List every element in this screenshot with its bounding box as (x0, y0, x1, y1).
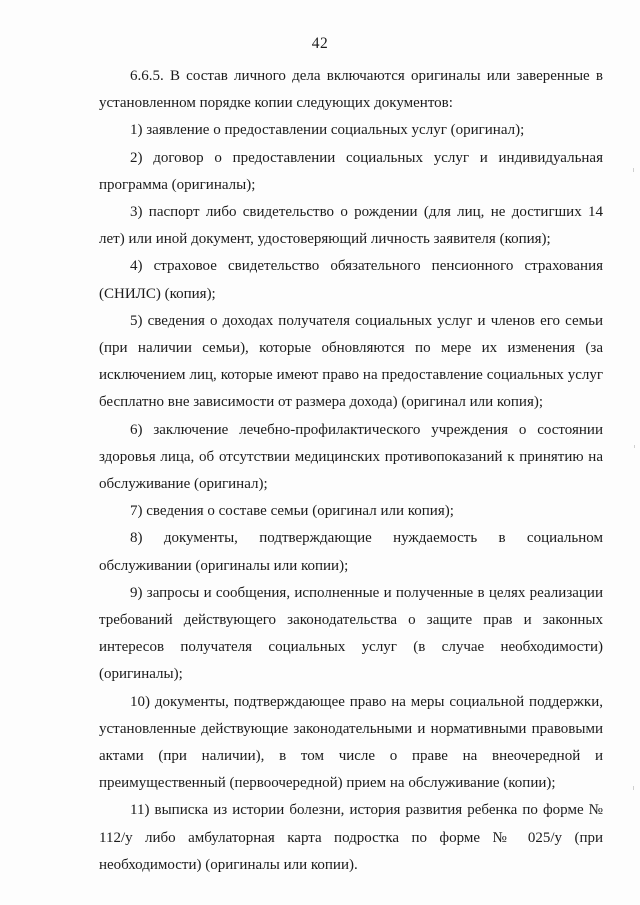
scan-artifact (633, 168, 634, 172)
list-item-11: 11) выписка из истории болезни, история развития ребенка по форме № 112/у либо амбулаторная карта подростка по форме № 025/у (при необходимости) (оригиналы или копии). (99, 802, 603, 873)
list-item-5: 5) сведения о доходах получателя социальных услуг и членов его семьи (при наличии семьи), которые обновляются по мере их изменения (за исключением лиц, которые имеют право на предоставление социальных услуг бесплатно вне зависимости от размера дохода) (оригинал или копия); (99, 312, 603, 411)
list-item-10: 10) документы, подтверждающее право на меры социальной поддержки, установленные действующие законодательными и нормативными правовыми актами (при наличии), в том числе о праве на внеочередной и преимущественный (первоочередной) прием на обслуживание (копии); (99, 693, 603, 792)
list-item-6: 6) заключение лечебно-профилактического учреждения о состоянии здоровья лица, об отсутствии медицинских противопоказаний к принятию на обслуживание (оригинал); (99, 421, 603, 493)
page-number: 42 (311, 35, 329, 52)
document-body (99, 63, 603, 879)
list-item-7: 7) сведения о составе семьи (оригинал или копия); (130, 503, 454, 520)
list-item-9: 9) запросы и сообщения, исполненные и полученные в целях реализации требований действующего законодательства о защите прав и законных интересов получателя социальных услуг (в случае необходимости) (оригиналы); (99, 584, 603, 683)
scan-artifact (633, 786, 634, 790)
list-item-2: 2) договор о предоставлении социальных услуг и индивидуальная программа (оригиналы); (99, 149, 603, 193)
list-item-8: 8) документы, подтверждающие нуждаемость в социальном обслуживании (оригиналы или копии); (99, 530, 603, 574)
list-item-4: 4) страховое свидетельство обязательного пенсионного страхования (СНИЛС) (копия); (99, 258, 603, 302)
paragraph-intro: 6.6.5. В состав личного дела включаются оригиналы или заверенные в установленном порядке копии следующих документов: (99, 68, 603, 112)
list-item-3: 3) паспорт либо свидетельство о рождении (для лиц, не достигших 14 лет) или иной документ, удостоверяющий личность заявителя (копия); (99, 204, 603, 248)
scan-artifact (634, 445, 635, 448)
list-item-1: 1) заявление о предоставлении социальных услуг (оригинал); (130, 122, 525, 139)
